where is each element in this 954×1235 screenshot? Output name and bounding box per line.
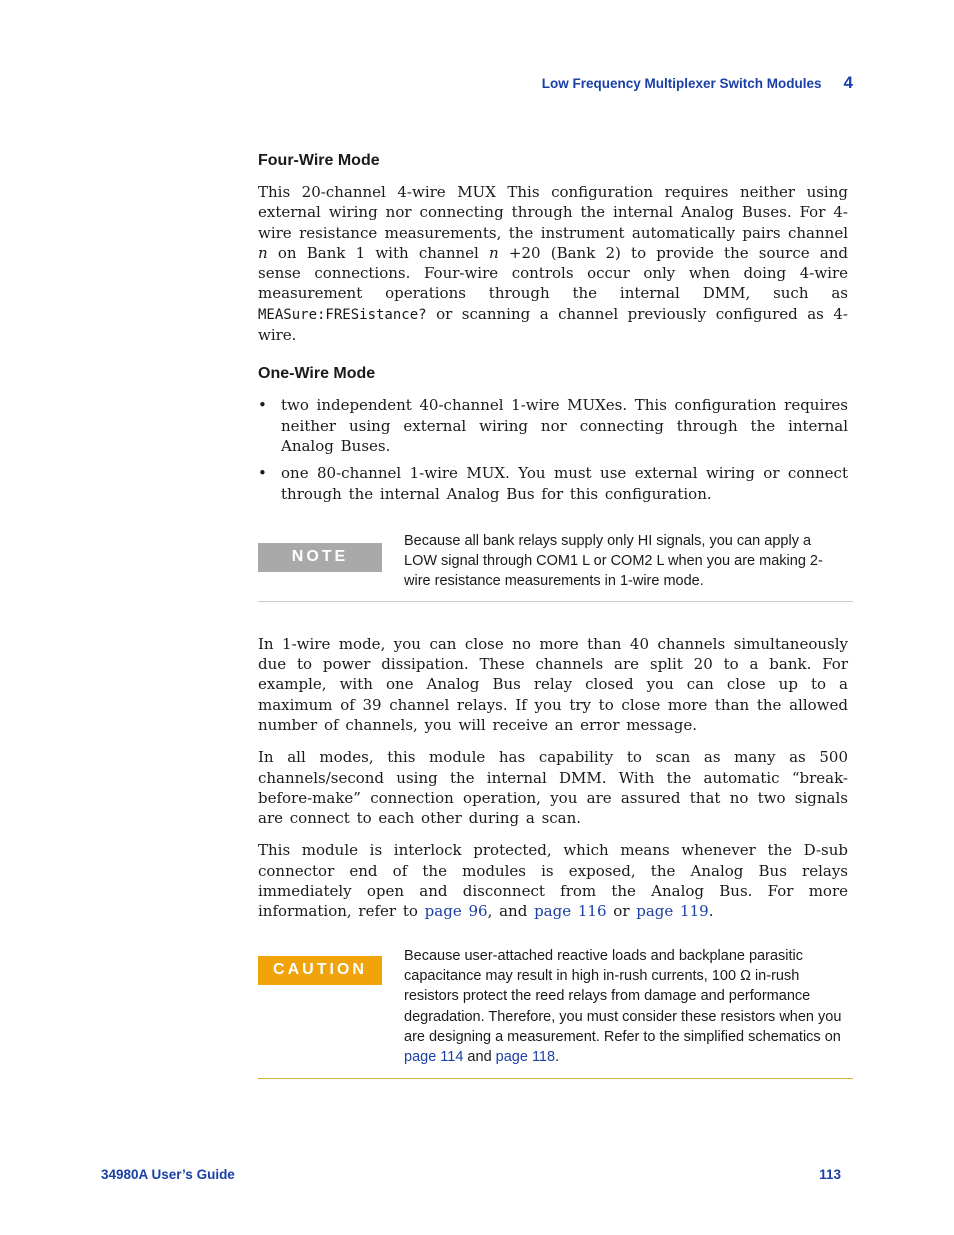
text-span: or <box>606 902 637 921</box>
note-label: NOTE <box>258 543 382 572</box>
page-content <box>258 152 848 1079</box>
page-link[interactable]: page 116 <box>534 902 607 921</box>
paragraph-interlock <box>258 840 848 921</box>
scpi-command: MEASure:FRESistance? <box>258 306 427 323</box>
caution-divider <box>258 1078 853 1079</box>
section-title: Low Frequency Multiplexer Switch Modules <box>541 76 822 91</box>
page-link[interactable]: page 114 <box>404 1049 464 1066</box>
list-item-text: one 80-channel 1-wire MUX. You must use external wiring or connect through the internal Analog Bus for this configuration. <box>281 464 848 503</box>
four-wire-heading: Four-Wire Mode <box>258 152 380 169</box>
list-item <box>258 463 848 504</box>
paragraph-channel-limit: In 1-wire mode, you can close no more than 40 channels simultaneously due to power dissipation. These channels are split 20 to a bank. For example, with one Analog Bus relay closed you can close up to a maximum of 39 channel relays. If you try to close more than the allowed number of channels, you will receive an error message. <box>258 634 848 734</box>
paragraph-scan-rate: In all modes, this module has capability to scan as many as 500 channels/second using the internal DMM. With the automatic “break-before-make” connection operation, you are assured that no two signals are connect to each other during a scan. <box>258 748 848 828</box>
text-span: . <box>708 902 714 921</box>
italic-n: n <box>489 243 499 262</box>
italic-n: n <box>258 243 268 262</box>
four-wire-paragraph <box>258 182 848 345</box>
page-number: 113 <box>819 1167 841 1182</box>
text-span: This 20-channel 4-wire MUX This configuration requires neither using external wiring nor connecting through the internal Analog Buses. For 4-wire resistance measurements, the instrument automatically pairs channel <box>258 183 848 242</box>
running-footer <box>101 1167 841 1182</box>
text-span: This module is interlock protected, which means whenever the D-sub connector end of the modules is exposed, the Analog Bus relays immediately open and disconnect from the Analog Bus. For more information, refer to <box>258 841 848 921</box>
chapter-number: 4 <box>843 73 853 92</box>
guide-title: 34980A User’s Guide <box>101 1167 235 1182</box>
one-wire-list <box>258 395 848 503</box>
caution-text <box>404 946 848 1068</box>
page-link[interactable]: page 96 <box>424 902 488 921</box>
one-wire-heading: One-Wire Mode <box>258 365 376 383</box>
bullet-icon: • <box>258 464 267 483</box>
text-span: +20 (Bank 2) to provide the source and sense connections. Four-wire controls occur only when doing 4-wire measurement operations through the internal DMM, such as <box>258 243 849 303</box>
list-item-text: two independent 40-channel 1-wire MUXes. This configuration requires neither using external wiring nor connecting through the internal Analog Buses. <box>281 396 848 455</box>
bullet-icon: • <box>258 396 267 415</box>
caution-callout <box>258 947 848 1068</box>
text-span: and <box>463 1049 496 1066</box>
page-link[interactable]: page 118 <box>495 1049 556 1066</box>
list-item <box>258 395 848 456</box>
text-span: on Bank 1 with channel <box>267 243 490 262</box>
text-span: , and <box>487 902 535 921</box>
page-link[interactable]: page 119 <box>636 902 709 921</box>
note-text: Because all bank relays supply only HI signals, you can apply a LOW signal through COM1 L or COM2 L when you are making 2-wire resistance measurements in 1-wire mode. <box>404 532 823 590</box>
text-span: or scanning a channel previously configured as 4-wire. <box>258 304 848 345</box>
note-callout <box>258 532 848 592</box>
caution-label: CAUTION <box>258 956 382 985</box>
text-span: Because user-attached reactive loads and backplane parasitic capacitance may result in high in-rush currents, 100 Ω in-rush resistors protect the reed relays from damage and performance degradation. Therefore, you must consider these resistors when you are designing a measurement. Refer to the simplified schematics on <box>404 947 842 1045</box>
text-span: . <box>555 1049 560 1066</box>
running-header <box>542 73 853 93</box>
